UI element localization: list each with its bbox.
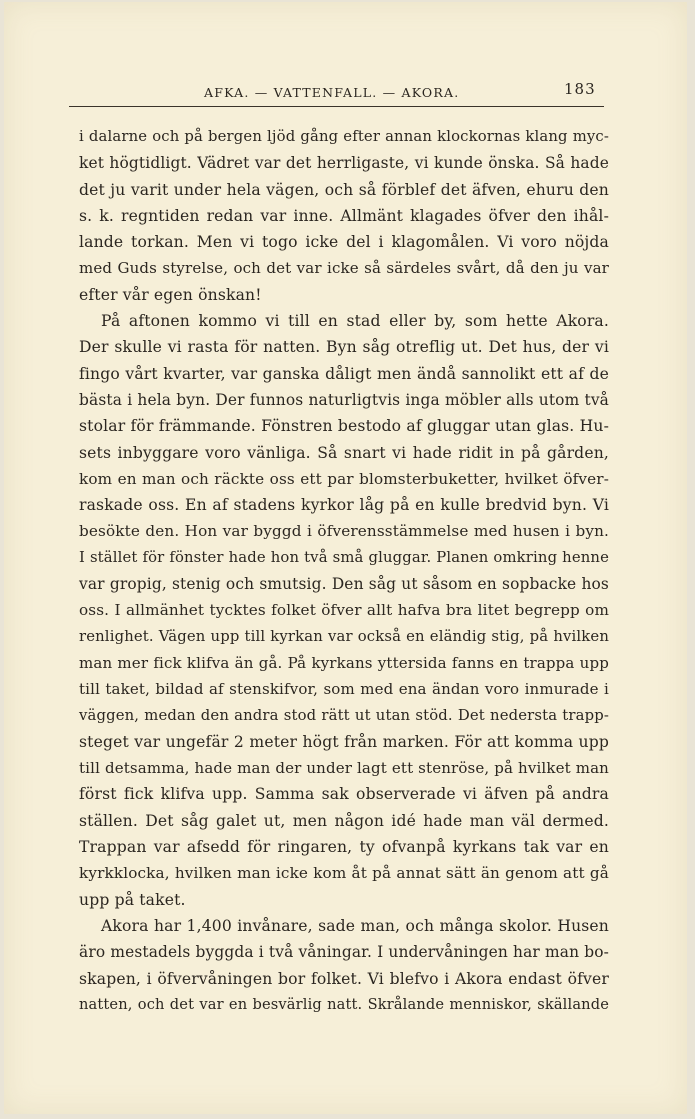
- text-line: natten, och det var en besvärlig natt. Skrålande menniskor, skällande: [79, 995, 609, 1013]
- text-line: lande torkan. Men vi togo icke del i klagomålen. Vi voro nöjda: [79, 233, 609, 252]
- text-line: På aftonen kommo vi till en stad eller by, som hette Akora.: [101, 312, 609, 331]
- text-line: till detsamma, hade man der under lagt ett stenröse, på hvilket man: [79, 759, 609, 778]
- text-line: fingo vårt kvarter, var ganska dåligt men ändå sannolikt ett af de: [79, 364, 609, 383]
- text-line: Akora har 1,400 invånare, sade man, och många skolor. Husen: [101, 916, 609, 935]
- text-line: med Guds styrelse, och det var icke så särdeles svårt, då den ju var: [79, 259, 609, 278]
- text-line: s. k. regntiden redan var inne. Allmänt klagades öfver den ihål-: [79, 206, 609, 225]
- text-line: äro mestadels byggda i två våningar. I undervåningen har man bo-: [79, 943, 609, 962]
- text-line: ställen. Det såg galet ut, men någon idé hade man väl dermed.: [79, 811, 609, 830]
- text-line: efter vår egen önskan!: [79, 285, 262, 304]
- text-line: stolar för främmande. Fönstren bestodo af gluggar utan glas. Hu-: [79, 417, 609, 436]
- text-line: det ju varit under hela vägen, och så förblef det äfven, ehuru den: [79, 180, 609, 199]
- text-line: kom en man och räckte oss ett par blomsterbuketter, hvilket öfver-: [79, 469, 609, 488]
- text-line: man mer fick klifva än gå. På kyrkans yttersida fanns en trappa upp: [79, 653, 609, 672]
- text-line: raskade oss. En af stadens kyrkor låg på en kulle bredvid byn. Vi: [79, 496, 609, 515]
- body-text: [79, 124, 609, 1018]
- text-line: först fick klifva upp. Samma sak observerade vi äfven på andra: [79, 785, 609, 804]
- header-rule: [69, 106, 604, 107]
- text-line: bästa i hela byn. Der funnos naturligtvis inga möbler alls utom två: [79, 390, 609, 409]
- page-number: 183: [564, 80, 596, 98]
- running-head: [4, 80, 687, 102]
- book-page: [4, 2, 687, 1114]
- text-line: renlighet. Vägen upp till kyrkan var också en eländig stig, på hvilken: [79, 627, 609, 645]
- text-line: till taket, bildad af stenskifvor, som med ena ändan voro inmurade i: [79, 680, 609, 699]
- text-line: Trappan var afsedd för ringaren, ty ofvanpå kyrkans tak var en: [79, 838, 609, 857]
- text-line: upp på taket.: [79, 890, 186, 909]
- text-line: var gropig, stenig och smutsig. Den såg ut såsom en sopbacke hos: [79, 575, 609, 594]
- text-line: steget var ungefär 2 meter högt från marken. För att komma upp: [79, 732, 609, 751]
- text-line: kyrkklocka, hvilken man icke kom åt på annat sätt än genom att gå: [79, 864, 609, 883]
- text-line: Der skulle vi rasta för natten. Byn såg otreflig ut. Det hus, der vi: [79, 338, 609, 357]
- header-title: AFKA. — VATTENFALL. — AKORA.: [204, 85, 460, 100]
- text-line: väggen, medan den andra stod rätt ut utan stöd. Det nedersta trapp-: [79, 706, 609, 724]
- text-line: i dalarne och på bergen ljöd gång efter annan klockornas klang myc-: [79, 128, 609, 145]
- text-line: I stället för fönster hade hon två små gluggar. Planen omkring henne: [79, 548, 609, 566]
- text-line: skapen, i öfvervåningen bor folket. Vi blefvo i Akora endast öfver: [79, 969, 609, 988]
- text-line: besökte den. Hon var byggd i öfverensstämmelse med husen i byn.: [79, 522, 609, 541]
- text-line: ket högtidligt. Vädret var det herrligaste, vi kunde önska. Så hade: [79, 154, 609, 173]
- text-line: oss. I allmänhet tycktes folket öfver allt hafva bra litet begrepp om: [79, 601, 609, 620]
- text-line: sets inbyggare voro vänliga. Så snart vi hade ridit in på gården,: [79, 443, 609, 462]
